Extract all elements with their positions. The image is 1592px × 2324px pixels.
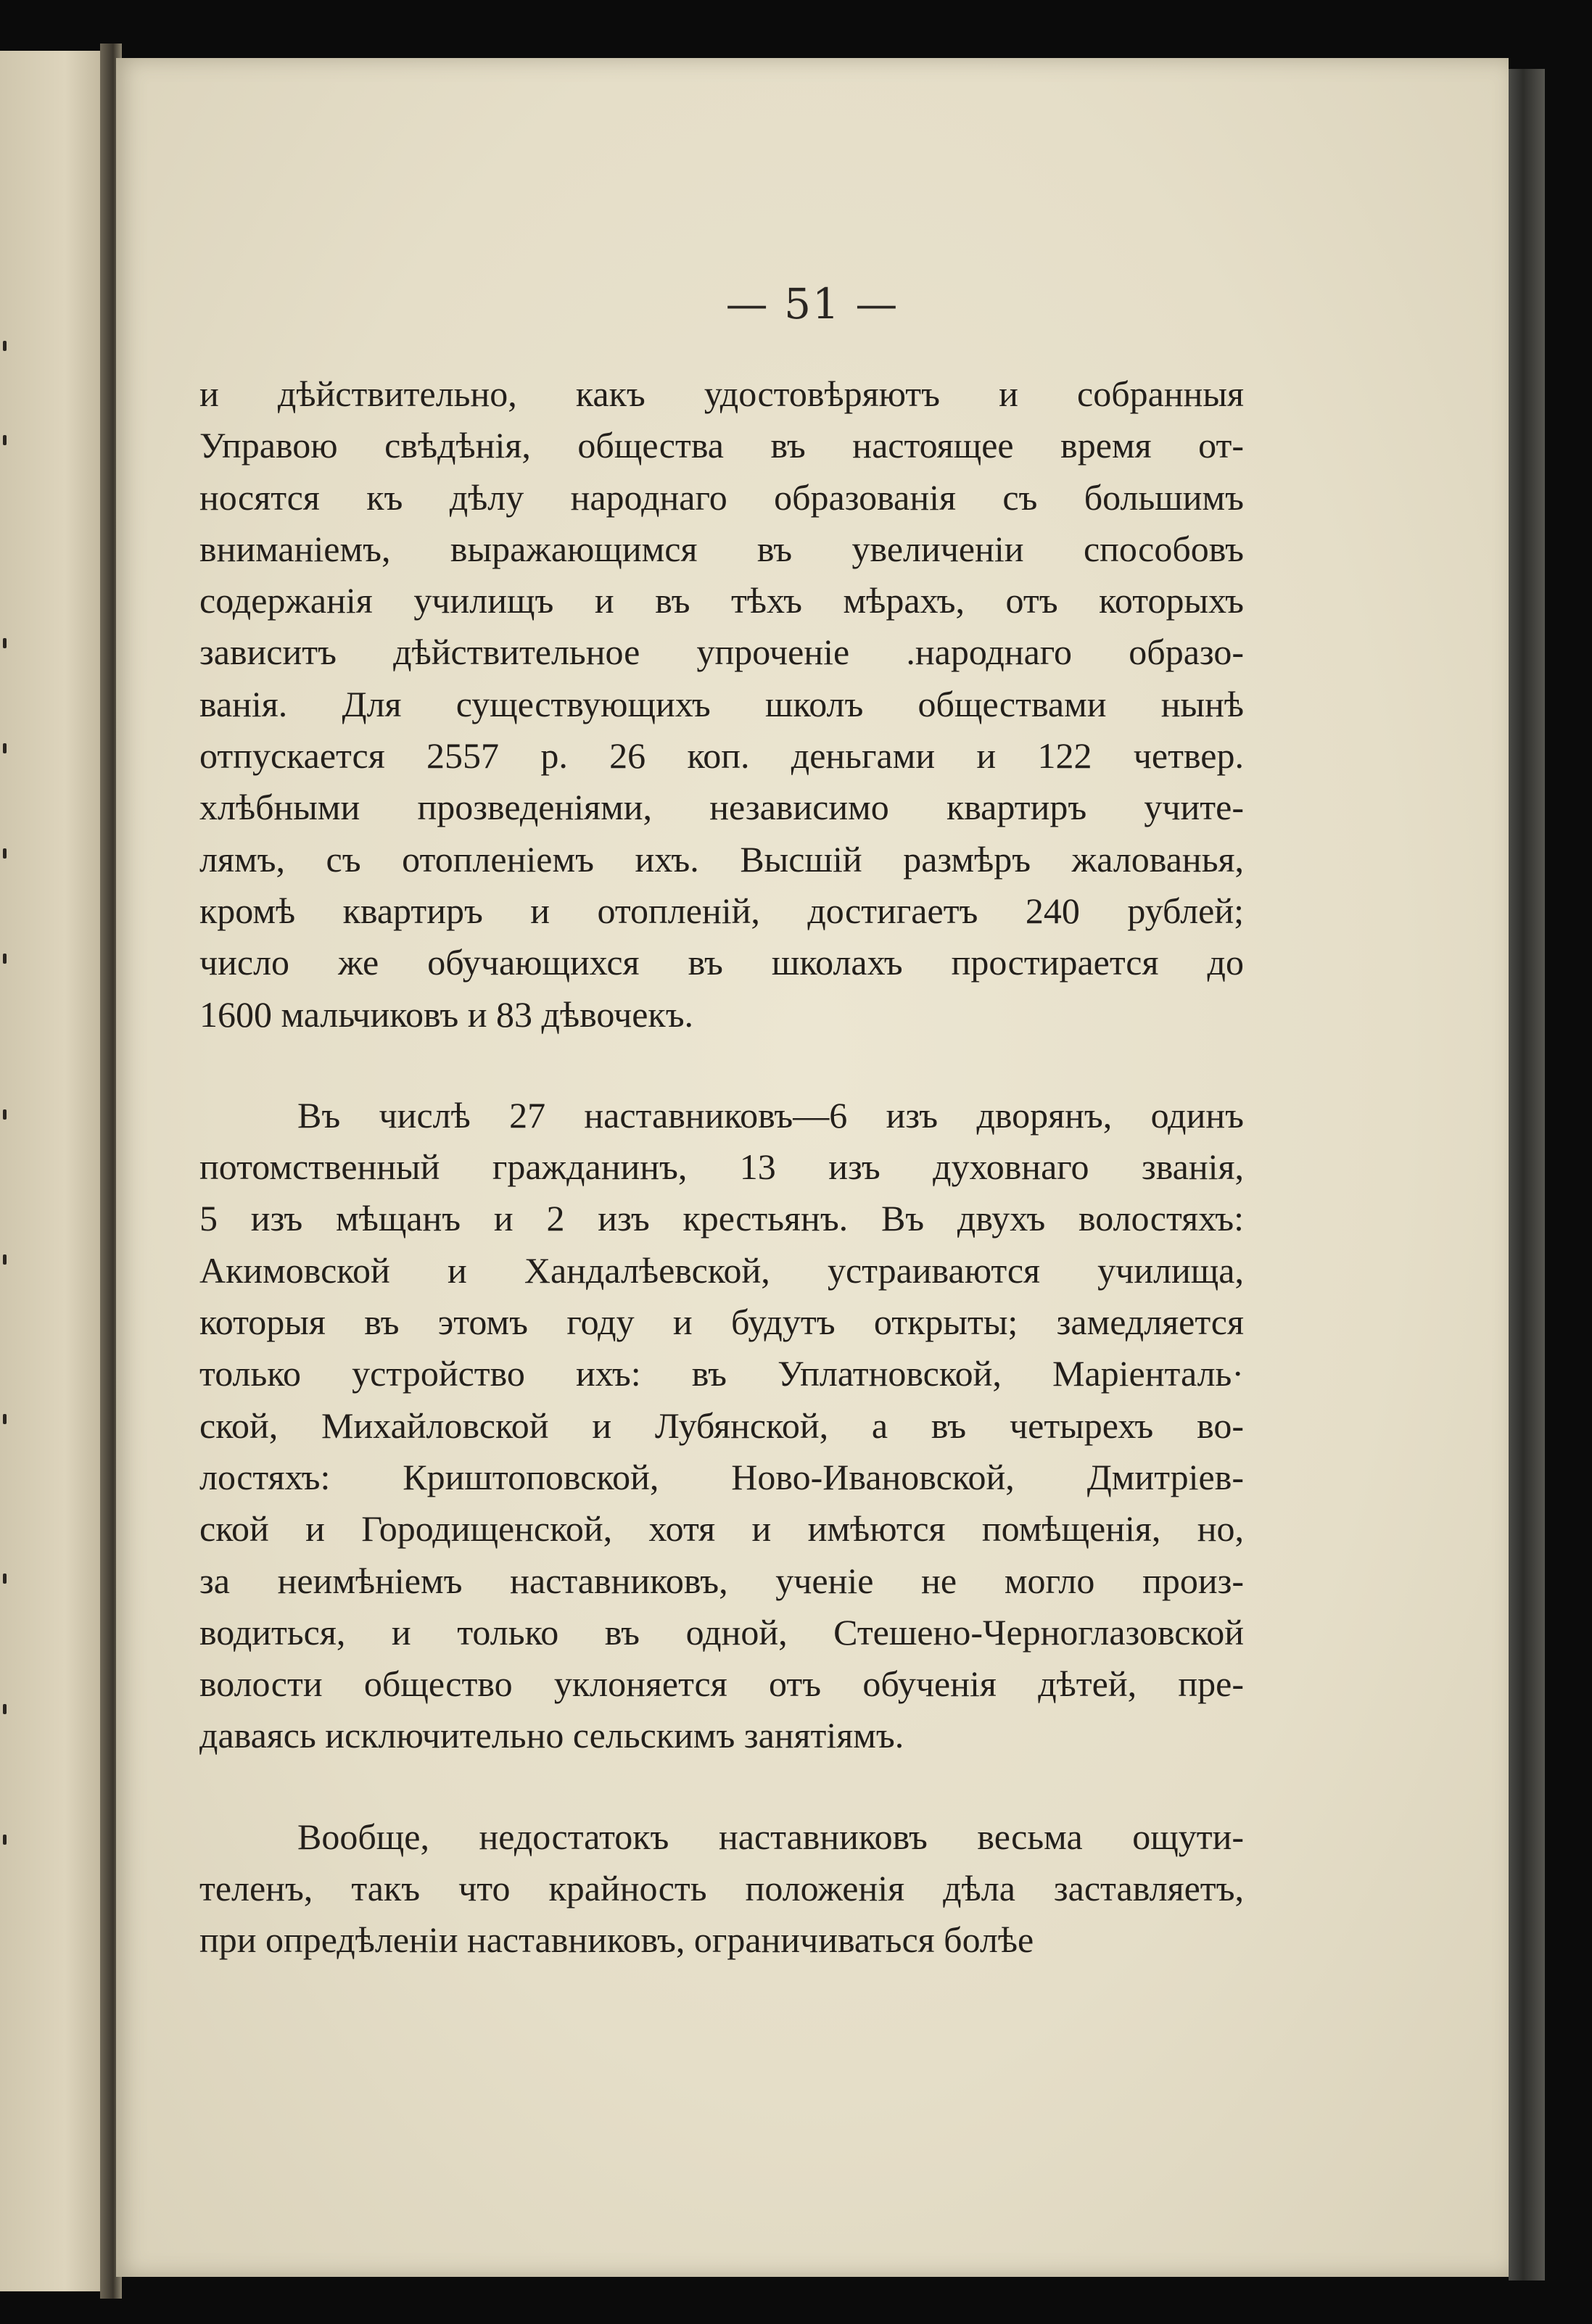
text-line: ванія. Для существующихъ школъ обществами нынѣ (199, 683, 1244, 724)
text-line: водиться, и только въ одной, Стешено-Черноглазовской (199, 1611, 1244, 1653)
margin-mark (3, 435, 7, 445)
text-line: и дѣйствительно, какъ удостовѣряютъ и собранныя (199, 373, 1244, 414)
margin-mark (3, 1574, 7, 1584)
text-line: кромѣ квартиръ и отопленій, достигаетъ 240 рублей; (199, 890, 1244, 931)
paragraph (199, 368, 1244, 1041)
text-line: Управою свѣдѣнія, общества въ настоящее время от- (199, 425, 1244, 466)
text-line: число же обучающихся въ школахъ простирается до (199, 942, 1244, 983)
text-line: теленъ, такъ что крайность положенія дѣла заставляетъ, (199, 1868, 1244, 1909)
text-line: содержанія училищъ и въ тѣхъ мѣрахъ, отъ которыхъ (199, 580, 1244, 621)
text-line: носятся къ дѣлу народнаго образованія съ большимъ (199, 476, 1244, 518)
text-line: потомственный гражданинъ, 13 изъ духовнаго званія, (199, 1146, 1244, 1188)
text-line: 1600 мальчиковъ и 83 дѣвочекъ. (199, 993, 694, 1035)
book-page (116, 58, 1509, 2277)
margin-mark (3, 848, 7, 859)
text-line: Въ числѣ 27 наставниковъ—6 изъ дворянъ, одинъ (297, 1094, 1244, 1136)
margin-mark (3, 1109, 7, 1120)
text-line: которыя въ этомъ году и будутъ открыты; замедляется (199, 1302, 1244, 1343)
text-line: хлѣбными прозведеніями, независимо квартиръ учите- (199, 787, 1244, 828)
paragraph (199, 1811, 1244, 1967)
text-line: только устройство ихъ: въ Уплатновской, Маріенталь· (199, 1353, 1244, 1394)
text-line: зависитъ дѣйствительное упроченіе .народнаго образо- (199, 632, 1244, 673)
margin-mark (3, 638, 7, 648)
paragraph-gap (199, 1041, 1244, 1090)
previous-page-edge (0, 51, 109, 2291)
text-line: Вообще, недостатокъ наставниковъ весьма ощути- (297, 1816, 1244, 1857)
text-line: лямъ, съ отопленіемъ ихъ. Высшій размѣръ жалованья, (199, 838, 1244, 880)
text-line: лостяхъ: Криштоповской, Ново-Ивановской, Дмитріев- (199, 1456, 1244, 1497)
text-line: ской и Городищенской, хотя и имѣются помѣщенія, но, (199, 1508, 1244, 1550)
text-line: при опредѣленіи наставниковъ, ограничиваться болѣе (199, 1919, 1034, 1961)
margin-mark (3, 1414, 7, 1424)
page-body-text (199, 368, 1244, 1967)
text-line: 5 изъ мѣщанъ и 2 изъ крестьянъ. Въ двухъ волостяхъ: (199, 1198, 1244, 1239)
text-line: отпускается 2557 р. 26 коп. деньгами и 122 четвер. (199, 735, 1244, 777)
right-page-edge (1509, 69, 1545, 2280)
text-line: вниманіемъ, выражающимся въ увеличеніи способовъ (199, 528, 1244, 569)
text-line: даваясь исключительно сельскимъ занятіямъ. (199, 1715, 904, 1756)
paragraph (199, 1090, 1244, 1762)
paragraph-gap (199, 1762, 1244, 1811)
text-line: Акимовской и Хандалѣевской, устраиваются училища, (199, 1249, 1244, 1291)
page-number: — 51 — (725, 279, 899, 328)
text-line: за неимѣніемъ наставниковъ, ученіе не могло произ- (199, 1560, 1244, 1601)
margin-mark (3, 341, 7, 351)
margin-mark (3, 1835, 7, 1845)
margin-mark (3, 1704, 7, 1714)
margin-mark (3, 1254, 7, 1265)
text-line: волости общество уклоняется отъ обученія дѣтей, пре- (199, 1663, 1244, 1705)
margin-mark (3, 954, 7, 964)
margin-mark (3, 743, 7, 753)
text-line: ской, Михайловской и Лубянской, а въ четырехъ во- (199, 1405, 1244, 1446)
